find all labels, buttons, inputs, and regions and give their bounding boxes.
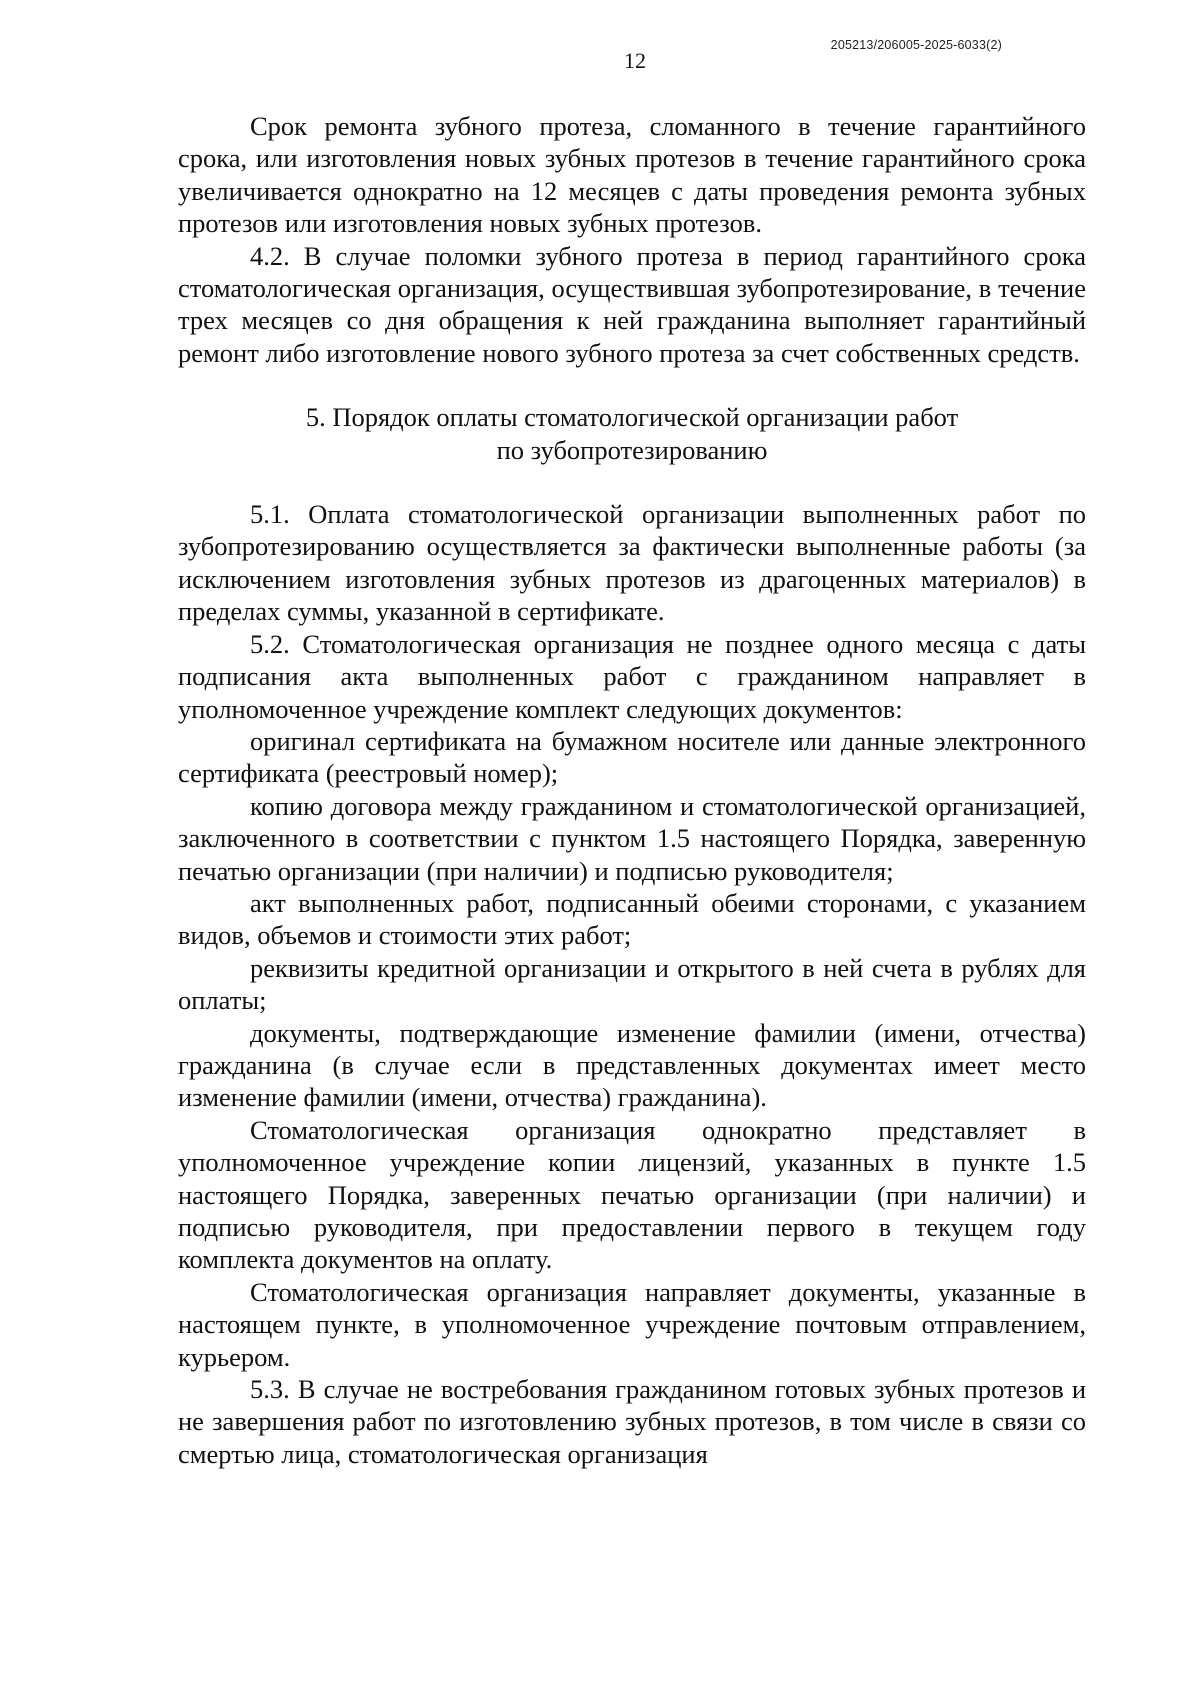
list-item-bank-details: реквизиты кредитной организации и открытого в ней счета в рублях для оплаты; bbox=[178, 952, 1086, 1016]
list-item-name-change-docs: документы, подтверждающие изменение фамилии (имени, отчества) гражданина (в случае если в представленных документах имеет место изменение фамилии (имени, отчества) гражданина). bbox=[178, 1017, 1086, 1113]
paragraph-4-2: 4.2. В случае поломки зубного протеза в период гарантийного срока стоматологическая организация, осуществившая зубопротезирование, в течение трех месяцев со дня обращения к ней гражданина выполняет гарантийный ремонт либо изготовление нового зубного протеза за счет собственных средств. bbox=[178, 240, 1086, 368]
section-5-heading bbox=[178, 401, 1086, 466]
section-5-heading-line-1: 5. Порядок оплаты стоматологической организации работ bbox=[305, 402, 959, 433]
paragraph-document-delivery: Стоматологическая организация направляет документы, указанные в настоящем пункте, в уполномоченное учреждение почтовым отправлением, курьером. bbox=[178, 1276, 1086, 1372]
paragraph-5-1: 5.1. Оплата стоматологической организации выполненных работ по зубопротезированию осуществляется за фактически выполненные работы (за исключением изготовления зубных протезов из драгоценных материалов) в пределах суммы, указанной в сертификате. bbox=[178, 499, 1086, 627]
list-item-work-act: акт выполненных работ, подписанный обеими сторонами, с указанием видов, объемов и стоимости этих работ; bbox=[178, 887, 1086, 951]
paragraph-license-copies: Стоматологическая организация однократно представляет в уполномоченное учреждение копии лицензий, указанных в пункте 1.5 настоящего Порядка, заверенных печатью организации (при наличии) и подписью руководителя, при предоставлении первого в текущем году комплекта документов на оплату. bbox=[178, 1114, 1086, 1275]
document-body bbox=[178, 110, 1086, 1470]
page-number: 12 bbox=[624, 48, 646, 73]
list-item-certificate: оригинал сертификата на бумажном носителе или данные электронного сертификата (реестровый номер); bbox=[178, 725, 1086, 789]
document-registration-number: 205213/206005-2025-6033(2) bbox=[830, 38, 1002, 52]
paragraph-warranty-extension: Срок ремонта зубного протеза, сломанного в течение гарантийного срока, или изготовления новых зубных протезов в течение гарантийного срока увеличивается однократно на 12 месяцев с даты проведения ремонта зубных протезов или изготовления новых зубных протезов. bbox=[178, 111, 1086, 239]
list-item-contract-copy: копию договора между гражданином и стоматологической организацией, заключенного в соответствии с пунктом 1.5 настоящего Порядка, заверенную печатью организации (при наличии) и подписью руководителя; bbox=[178, 790, 1086, 886]
paragraph-5-3: 5.3. В случае не востребования гражданином готовых зубных протезов и не завершения работ по изготовлению зубных протезов, в том числе в связи со смертью лица, стоматологическая организация bbox=[178, 1374, 1086, 1469]
section-5-heading-line-2: по зубопротезированию bbox=[496, 434, 768, 465]
paragraph-5-2: 5.2. Стоматологическая организация не позднее одного месяца с даты подписания акта выполненных работ с гражданином направляет в уполномоченное учреждение комплект следующих документов: bbox=[178, 628, 1086, 724]
